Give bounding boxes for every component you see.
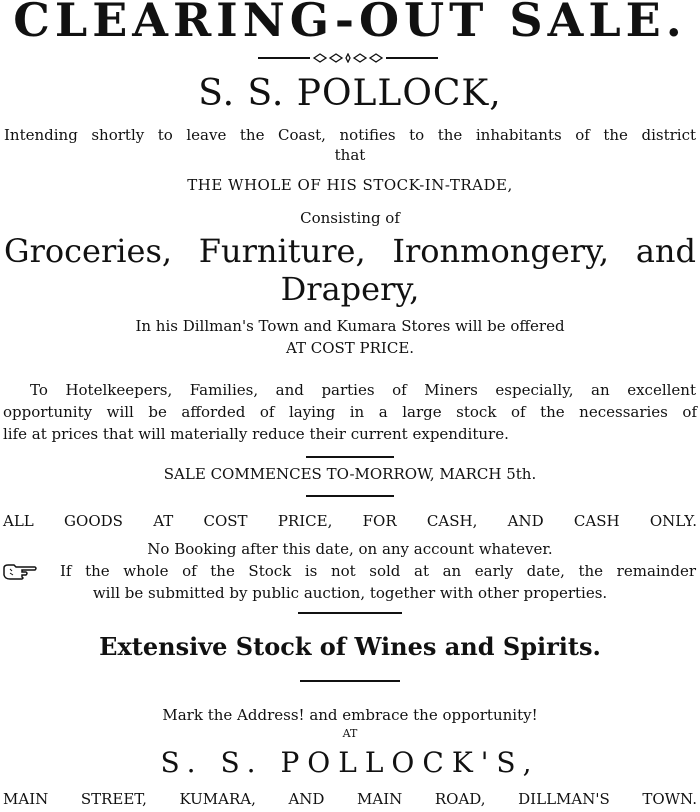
auction-notice: If the whole of the Stock is not sold at an early date, the remainder (60, 562, 696, 580)
auction-notice: will be submitted by public auction, together with other properties. (92, 584, 608, 602)
ad-title: CLEARING-OUT SALE. (13, 0, 687, 47)
no-booking-notice: No Booking after this date, on any account whatever. (147, 540, 553, 558)
appeal-line: opportunity will be afforded of laying in a large stock of the necessaries of (3, 403, 697, 421)
goods-list-drapery: Drapery, (280, 270, 420, 308)
wines-heading: Extensive Stock of Wines and Spirits. (99, 632, 601, 661)
address-line: MAIN STREET, KUMARA, AND MAIN ROAD, DILLMAN'S TOWN. (3, 790, 697, 808)
divider (306, 495, 394, 497)
pointing-hand-icon (2, 563, 38, 581)
consisting-of: Consisting of (300, 209, 400, 227)
intro-that: that (334, 146, 366, 164)
appeal-line: life at prices that will materially reduce their current expenditure. (3, 425, 509, 443)
cost-price: AT COST PRICE. (285, 339, 415, 357)
goods-list: Groceries, Furniture, Ironmongery, and (4, 232, 696, 270)
mark-address: Mark the Address! and embrace the opportunity! (162, 706, 538, 724)
intro-line: Intending shortly to leave the Coast, notifies to the inhabitants of the district (4, 126, 696, 144)
ornamental-rule (258, 53, 438, 63)
divider (298, 612, 402, 614)
sale-terms: ALL GOODS AT COST PRICE, FOR CASH, AND CASH ONLY. (3, 512, 697, 530)
stores-line: In his Dillman's Town and Kumara Stores will be offered (135, 317, 565, 335)
divider (300, 680, 400, 682)
stock-heading: THE WHOLE OF HIS STOCK-IN-TRADE, (187, 176, 513, 194)
footer-merchant: S. S. POLLOCK'S, (160, 746, 540, 779)
sale-commences: SALE COMMENCES TO-MORROW, MARCH 5th. (163, 465, 537, 483)
merchant-name: S. S. POLLOCK, (198, 73, 502, 114)
appeal-line: To Hotelkeepers, Families, and parties of Miners especially, an excellent (30, 381, 696, 399)
at-label: AT (342, 727, 358, 740)
divider (306, 456, 394, 458)
